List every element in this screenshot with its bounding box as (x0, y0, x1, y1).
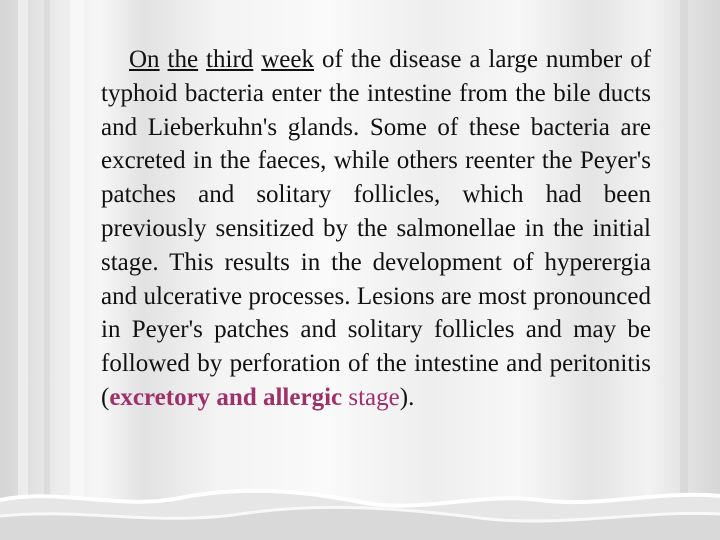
background-stripe (18, 0, 28, 540)
background-stripe (680, 0, 688, 540)
background-stripe (70, 0, 84, 540)
underlined-word: the (167, 46, 199, 73)
underlined-word: week (261, 46, 314, 73)
underlined-word: On (129, 46, 160, 73)
highlight-normal-text: stage (342, 383, 400, 411)
highlight-bold-text: excretory and allergic (109, 383, 343, 411)
paragraph-main-text: of the disease a large number of typhoid bacteria enter the intestine from the bile ducts and Lieberkuhn's glands. Some of these bacteria are excreted in the faeces, while others reenter the Peyer's patches and solitary follicles, which had been previously sensitized by the salmonellae in the initial stage. This results in the development of hyperergia and ulcerative processes. Lesions are most pronounced in Peyer's patches and solitary follicles and may be followed by perforation of the intestine and peritonitis ( (101, 46, 652, 411)
page-curl-decoration (0, 470, 720, 540)
underlined-word: third (206, 46, 254, 73)
body-paragraph (101, 43, 651, 415)
paragraph-closing: ). (399, 383, 415, 411)
background-stripe (44, 0, 50, 540)
